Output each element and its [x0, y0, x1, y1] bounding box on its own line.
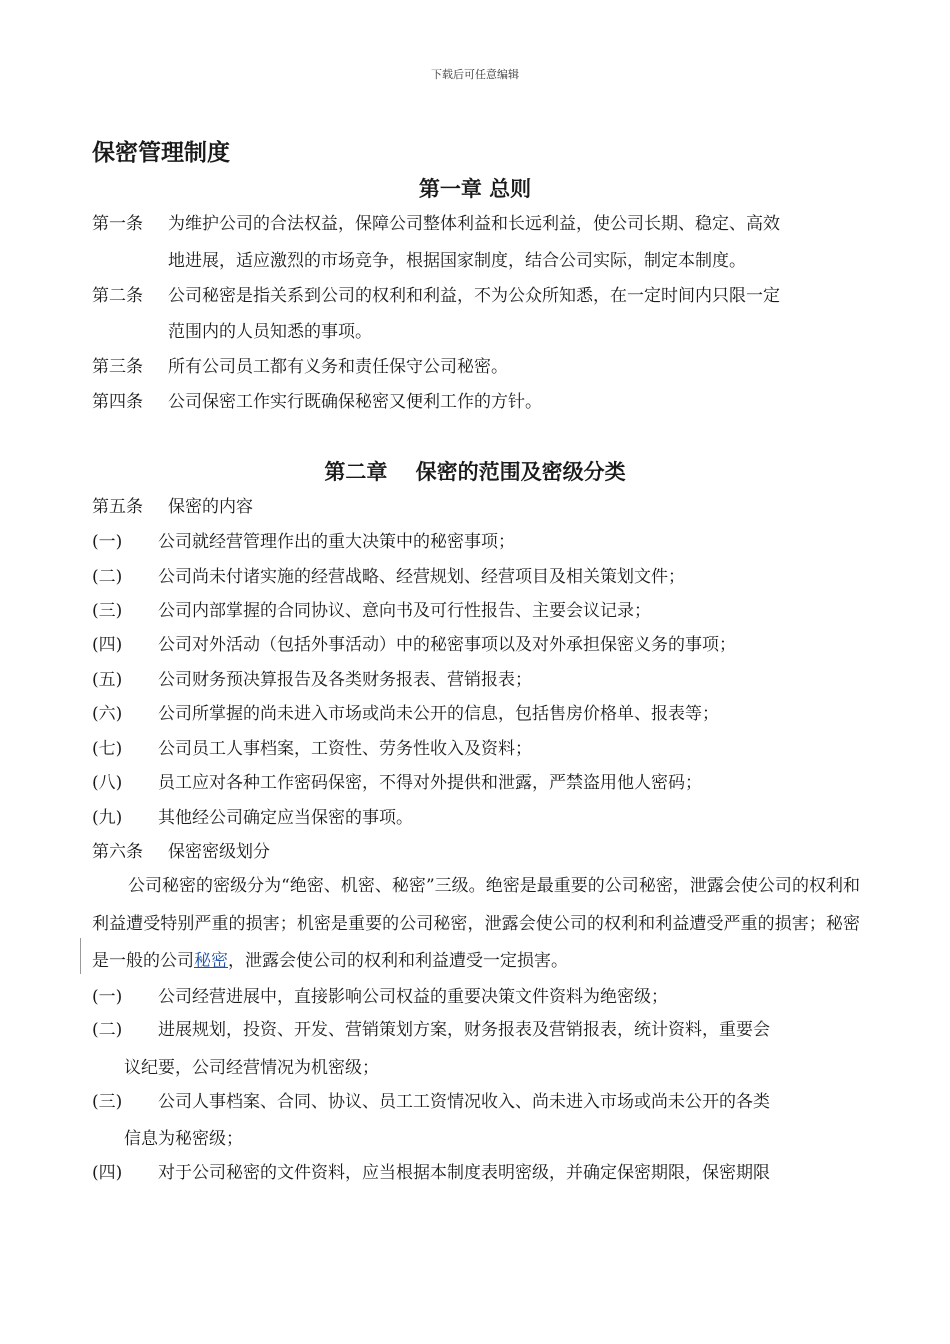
article-1 — [92, 206, 780, 242]
list-item — [92, 1012, 770, 1048]
item-number: (三) — [92, 601, 123, 621]
paragraph-text-end: ，泄露会使公司的权利和利益遭受一定损害。 — [228, 951, 568, 971]
item-text: 公司人事档案、合同、协议、员工工资情况收入、尚未进入市场或尚未公开的各类 — [158, 1092, 770, 1112]
chapter-2-heading: 第二章 保密的范围及密级分类 — [324, 460, 626, 484]
article-5 — [92, 489, 253, 525]
article-number: 第三条 — [92, 357, 143, 377]
item-number: (一) — [92, 987, 123, 1007]
article-text: 为维护公司的合法权益，保障公司整体利益和长远利益，使公司长期、稳定、高效 — [168, 214, 780, 234]
item-number: (六) — [92, 704, 123, 724]
article-number: 第四条 — [92, 392, 143, 412]
list-item — [92, 524, 515, 560]
item-number: (八) — [92, 773, 123, 793]
grade-paragraph — [92, 868, 860, 981]
list-item — [92, 627, 736, 663]
item-number: (四) — [92, 1163, 123, 1183]
list-item — [92, 1084, 770, 1120]
item-text: 公司就经营管理作出的重大决策中的秘密事项； — [158, 532, 515, 552]
list-item — [92, 731, 532, 767]
item-number: (一) — [92, 532, 123, 552]
list-item — [92, 800, 413, 836]
item-number: (二) — [92, 1020, 123, 1040]
item-text: 对于公司秘密的文件资料，应当根据本制度表明密级，并确定保密期限，保密期限 — [158, 1163, 770, 1183]
list-item — [92, 593, 651, 629]
article-text: 公司秘密是指关系到公司的权利和利益，不为公众所知悉，在一定时间内只限一定 — [168, 286, 780, 306]
list-item — [92, 662, 532, 698]
article-number: 第六条 — [92, 842, 143, 862]
secret-link[interactable]: 秘密 — [194, 951, 228, 971]
item-text: 公司员工人事档案，工资性、劳务性收入及资料； — [158, 739, 532, 759]
item-text: 公司对外活动（包括外事活动）中的秘密事项以及对外承担保密义务的事项； — [158, 635, 736, 655]
item-text: 公司所掌握的尚未进入市场或尚未公开的信息，包括售房价格单、报表等； — [158, 704, 719, 724]
chapter-1-heading: 第一章 总则 — [418, 177, 532, 201]
item-text: 公司尚未付诸实施的经营战略、经营规划、经营项目及相关策划文件； — [158, 567, 685, 587]
paragraph-text: 公司秘密的密级分为“绝密、机密、秘密”三级。绝密是最重要的公司秘密，泄露会使公司的权利和利益遭受特别严重的损害；机密是重要的公司秘密，泄露会使公司的权利和利益遭受严重的损害；秘密是一般的公司 — [92, 876, 860, 971]
article-2 — [92, 278, 780, 314]
item-number: (七) — [92, 739, 123, 759]
item-text: 员工应对各种工作密码保密，不得对外提供和泄露，严禁盗用他人密码； — [158, 773, 702, 793]
revision-bar — [80, 938, 81, 974]
article-6 — [92, 834, 270, 870]
item-text: 公司经营进展中，直接影响公司权益的重要决策文件资料为绝密级； — [158, 987, 668, 1007]
item-text: 公司财务预决算报告及各类财务报表、营销报表； — [158, 670, 532, 690]
list-item — [92, 696, 719, 732]
article-text: 所有公司员工都有义务和责任保守公司秘密。 — [168, 357, 508, 377]
item-text: 公司内部掌握的合同协议、意向书及可行性报告、主要会议记录； — [158, 601, 651, 621]
article-4 — [92, 384, 542, 420]
article-1-continuation: 地进展，适应激烈的市场竞争，根据国家制度，结合公司实际，制定本制度。 — [168, 251, 746, 271]
document-title: 保密管理制度 — [92, 140, 230, 166]
list-item — [92, 1155, 770, 1191]
item-continuation: 信息为秘密级； — [124, 1129, 243, 1149]
list-item — [92, 765, 702, 801]
list-item — [92, 979, 668, 1015]
item-number: (九) — [92, 808, 123, 828]
item-text: 进展规划，投资、开发、营销策划方案，财务报表及营销报表，统计资料，重要会 — [158, 1020, 770, 1040]
article-number: 第二条 — [92, 286, 143, 306]
article-number: 第一条 — [92, 214, 143, 234]
item-number: (二) — [92, 567, 123, 587]
article-text: 公司保密工作实行既确保秘密又便利工作的方针。 — [168, 392, 542, 412]
article-text: 保密密级划分 — [168, 842, 270, 862]
item-number: (三) — [92, 1092, 123, 1112]
item-text: 其他经公司确定应当保密的事项。 — [158, 808, 413, 828]
article-2-continuation: 范围内的人员知悉的事项。 — [168, 322, 372, 342]
header-note: 下载后可任意编辑 — [431, 68, 519, 81]
article-3 — [92, 349, 508, 385]
list-item — [92, 559, 685, 595]
article-text: 保密的内容 — [168, 497, 253, 517]
item-continuation: 议纪要，公司经营情况为机密级； — [124, 1058, 379, 1078]
article-number: 第五条 — [92, 497, 143, 517]
item-number: (四) — [92, 635, 123, 655]
item-number: (五) — [92, 670, 123, 690]
